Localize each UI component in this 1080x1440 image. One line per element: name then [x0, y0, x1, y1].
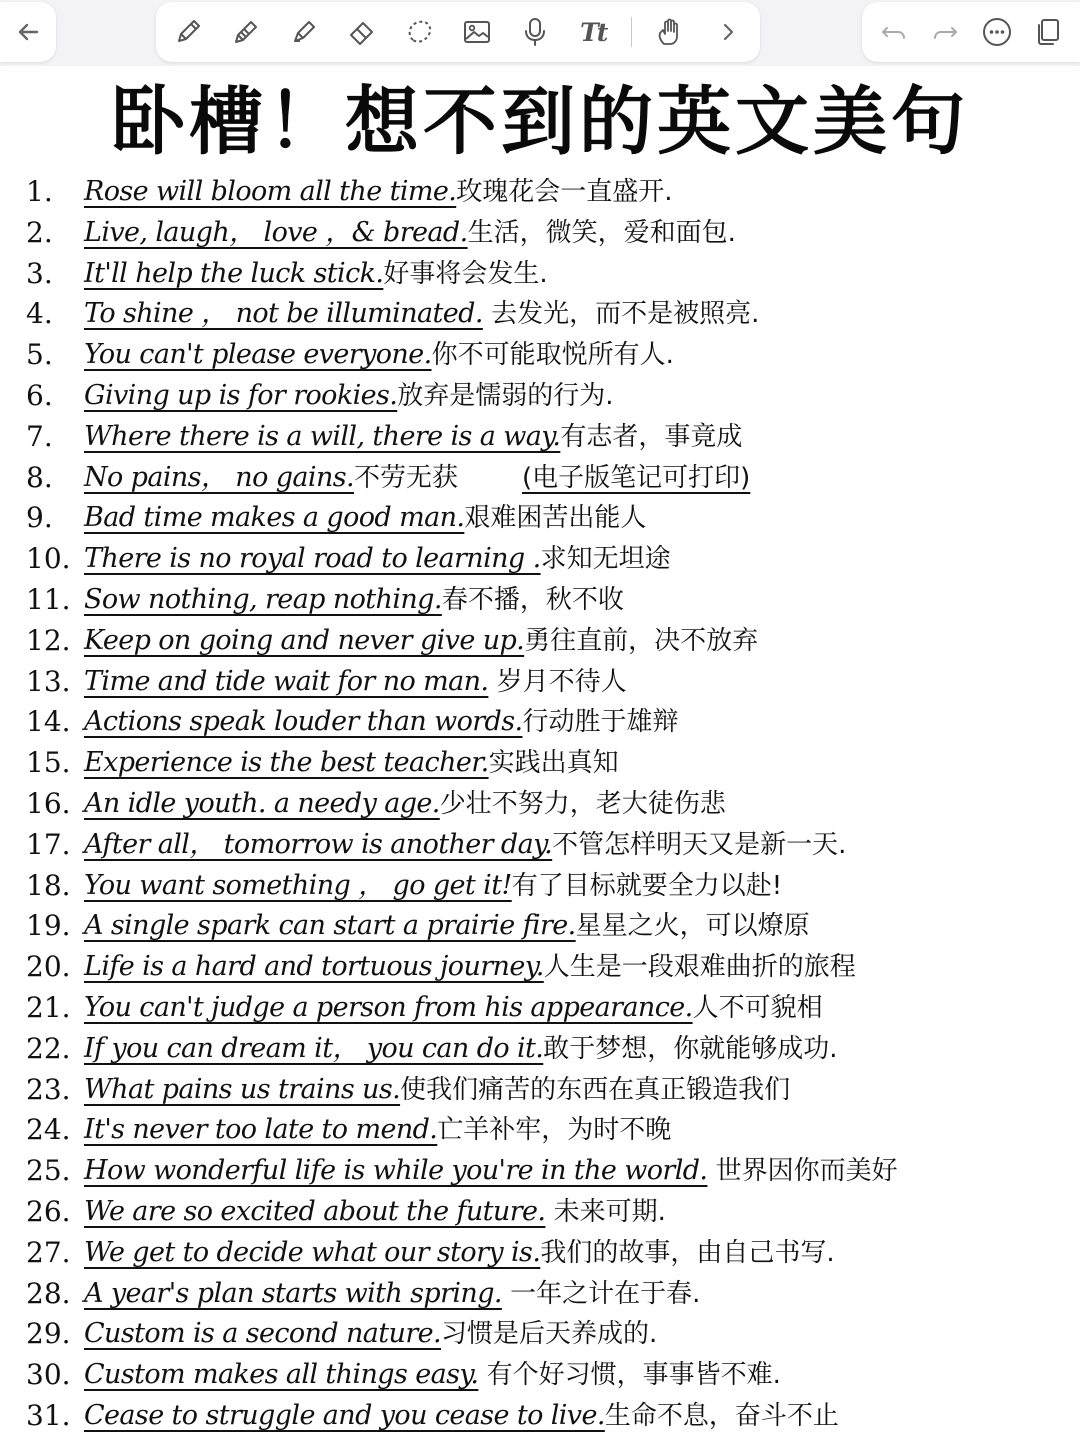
item-number: 19. [26, 909, 71, 943]
english-sentence: An idle youth. a needy age. [84, 787, 440, 819]
lasso-tool[interactable] [400, 12, 440, 52]
english-sentence: Where there is a will, there is a way. [84, 420, 561, 452]
english-sentence: Life is a hard and tortuous journey. [84, 951, 544, 983]
english-sentence: If you can dream it， you can do it. [84, 1032, 544, 1064]
list-item [0, 1192, 1080, 1233]
highlighter-icon [288, 16, 320, 48]
item-number: 6. [26, 378, 53, 412]
chinese-translation: 生活，微笑，爱和面包. [467, 217, 736, 248]
list-item [0, 213, 1080, 254]
list-item [0, 1274, 1080, 1315]
item-number: 4. [26, 297, 53, 331]
item-number: 31. [26, 1398, 71, 1432]
pen-icon [172, 16, 204, 48]
english-sentence: Keep on going and never give up. [84, 624, 525, 656]
item-number: 8. [26, 460, 53, 494]
list-item [0, 1151, 1080, 1192]
list-item [0, 417, 1080, 458]
gesture-tool[interactable] [650, 12, 690, 52]
english-sentence: Bad time makes a good man. [84, 502, 465, 534]
list-item [0, 784, 1080, 825]
chinese-translation: 未来可期. [545, 1196, 666, 1227]
chinese-translation: 使我们痛苦的东西在真正锻造我们 [400, 1074, 791, 1105]
item-number: 5. [26, 338, 53, 372]
list-item [0, 743, 1080, 784]
item-number: 21. [26, 990, 71, 1024]
english-sentence: Custom is a second nature. [84, 1318, 442, 1350]
list-item [0, 335, 1080, 376]
list-item [0, 906, 1080, 947]
item-number: 28. [26, 1276, 71, 1310]
pencil-icon [230, 16, 262, 48]
pages-button[interactable] [1028, 12, 1068, 52]
list-item [0, 1314, 1080, 1355]
item-number: 12. [26, 623, 71, 657]
item-number: 22. [26, 1031, 71, 1065]
printable-note: (电子版笔记可打印) [522, 462, 751, 493]
chinese-translation: 星星之火，可以燎原 [575, 911, 810, 942]
chevron-right-icon [712, 16, 744, 48]
english-sentence: Cease to struggle and you cease to live. [84, 1399, 605, 1431]
chinese-translation: 岁月不待人 [488, 666, 627, 697]
list-item [0, 172, 1080, 213]
chinese-translation: 求知无坦途 [540, 544, 671, 575]
item-number: 9. [26, 501, 53, 535]
list-item [0, 866, 1080, 907]
chinese-translation: 放弃是懦弱的行为. [397, 380, 614, 411]
arrow-left-icon [13, 17, 43, 47]
chinese-translation: 你不可能取悦所有人. [431, 340, 674, 371]
chinese-translation: 艰难困苦出能人 [464, 503, 647, 534]
highlighter-tool[interactable] [284, 12, 324, 52]
english-sentence: Giving up is for rookies. [84, 379, 398, 411]
undo-icon [878, 16, 910, 48]
item-number: 24. [26, 1113, 71, 1147]
pen-tool[interactable] [168, 12, 208, 52]
document-actions [862, 2, 1080, 62]
chinese-translation: 行动胜于雄辩 [522, 707, 679, 738]
item-number: 17. [26, 827, 71, 861]
english-sentence: How wonderful life is while you're in the world. [84, 1155, 708, 1187]
list-item [0, 1233, 1080, 1274]
english-sentence: There is no royal road to learning . [84, 543, 541, 575]
microphone-tool[interactable] [515, 12, 555, 52]
list-item [0, 825, 1080, 866]
item-number: 25. [26, 1154, 71, 1188]
chinese-translation: 敢于梦想，你就能够成功. [543, 1033, 838, 1064]
note-toolbar [0, 0, 1080, 66]
chinese-translation: 亡羊补牢，为时不晚 [437, 1115, 672, 1146]
chinese-translation: 有了目标就要全力以赴! [511, 870, 783, 901]
more-tools-button[interactable] [708, 12, 748, 52]
english-sentence: Custom makes all things easy. [84, 1359, 479, 1391]
image-tool[interactable] [457, 12, 497, 52]
drawing-tools [156, 2, 760, 62]
text-tool-label: Tt [580, 17, 607, 47]
back-button[interactable] [0, 2, 56, 62]
english-sentence: A single spark can start a prairie fire. [84, 910, 576, 942]
list-item [0, 1070, 1080, 1111]
item-number: 23. [26, 1072, 71, 1106]
item-number: 20. [26, 950, 71, 984]
redo-icon [929, 16, 961, 48]
eraser-icon [346, 16, 378, 48]
undo-button[interactable] [874, 12, 914, 52]
chinese-translation: 少壮不努力，老大徒伤悲 [439, 788, 726, 819]
list-item [0, 947, 1080, 988]
chinese-translation: 生命不息，奋斗不止 [604, 1400, 839, 1431]
microphone-icon [519, 16, 551, 48]
chinese-translation: 有个好习惯，事事皆不难. [478, 1360, 781, 1391]
item-number: 2. [26, 215, 53, 249]
image-icon [461, 16, 493, 48]
chinese-translation: 去发光，而不是被照亮. [482, 299, 760, 330]
list-item [0, 254, 1080, 295]
english-sentence: We get to decide what our story is. [84, 1236, 541, 1268]
chinese-translation: 好事将会发生. [383, 258, 548, 289]
english-sentence: We are so excited about the future. [84, 1195, 546, 1227]
chinese-translation: 世界因你而美好 [707, 1156, 898, 1187]
english-sentence: No pains， no gains. [84, 461, 354, 493]
item-number: 27. [26, 1235, 71, 1269]
list-item [0, 702, 1080, 743]
list-item [0, 1396, 1080, 1437]
note-title: 卧槽！想不到的英文美句 [111, 79, 969, 165]
english-sentence: After all， tomorrow is another day. [84, 828, 553, 860]
pages-icon [1032, 16, 1064, 48]
english-sentence: Live, laugh， love ，& bread. [84, 216, 468, 248]
item-number: 18. [26, 868, 71, 902]
english-sentence: You want something ， go get it! [84, 869, 512, 901]
text-tool[interactable] [573, 12, 613, 52]
list-item [0, 662, 1080, 703]
redo-button[interactable] [925, 12, 965, 52]
item-number: 16. [26, 786, 71, 820]
list-item [0, 1355, 1080, 1396]
item-number: 26. [26, 1194, 71, 1228]
list-item [0, 498, 1080, 539]
english-sentence: What pains us trains us. [84, 1073, 401, 1105]
more-icon [981, 16, 1013, 48]
english-sentence: A year's plan starts with spring. [84, 1277, 502, 1309]
item-number: 30. [26, 1358, 71, 1392]
item-number: 29. [26, 1317, 71, 1351]
item-number: 7. [26, 419, 53, 453]
item-number: 13. [26, 664, 71, 698]
list-item [0, 988, 1080, 1029]
english-sentence: Time and tide wait for no man. [84, 665, 489, 697]
english-sentence: Actions speak louder than words. [84, 706, 523, 738]
english-sentence: Experience is the best teacher. [84, 747, 489, 779]
english-sentence: You can't please everyone. [84, 339, 432, 371]
pencil-tool[interactable] [226, 12, 266, 52]
list-item [0, 1029, 1080, 1070]
chinese-translation: 春不播，秋不收 [441, 584, 624, 615]
english-sentence: Rose will bloom all the time. [84, 176, 457, 207]
chinese-translation: 人不可貌相 [692, 992, 823, 1023]
list-item [0, 1110, 1080, 1151]
chinese-translation: 人生是一段艰难曲折的旅程 [543, 952, 856, 983]
item-number: 3. [26, 256, 53, 290]
hand-icon [654, 16, 686, 48]
english-sentence: You can't judge a person from his appearance. [84, 991, 693, 1023]
chinese-translation: 不管怎样明天又是新一天. [552, 829, 847, 860]
english-sentence: It'll help the luck stick. [84, 257, 384, 289]
list-item [0, 294, 1080, 335]
list-item [0, 376, 1080, 417]
sentence-list [0, 172, 1080, 1437]
item-number: 1. [26, 175, 53, 208]
eraser-tool[interactable] [342, 12, 382, 52]
chinese-translation: 勇往直前，决不放弃 [524, 625, 759, 656]
item-number: 15. [26, 746, 71, 780]
list-item [0, 458, 1080, 499]
chinese-translation: 习惯是后天养成的. [441, 1319, 658, 1350]
chinese-translation: 有志者，事竟成 [560, 421, 743, 452]
list-item [0, 580, 1080, 621]
item-number: 10. [26, 542, 71, 576]
english-sentence: It's never too late to mend. [84, 1114, 438, 1146]
lasso-icon [404, 16, 436, 48]
chinese-translation: 玫瑰花会一直盛开. [456, 177, 673, 207]
chinese-translation: 我们的故事，由自己书写. [540, 1237, 835, 1268]
english-sentence: To shine ， not be illuminated. [84, 298, 483, 330]
english-sentence: Sow nothing, reap nothing. [84, 583, 442, 615]
chinese-translation: 实践出真知 [488, 748, 619, 779]
list-item [0, 539, 1080, 580]
more-button[interactable] [977, 12, 1017, 52]
chinese-translation: 不劳无获 [353, 462, 458, 493]
item-number: 11. [26, 582, 71, 616]
toolbar-divider [631, 17, 632, 47]
list-item [0, 621, 1080, 662]
item-number: 14. [26, 705, 71, 739]
chinese-translation: 一年之计在于春. [501, 1278, 701, 1309]
